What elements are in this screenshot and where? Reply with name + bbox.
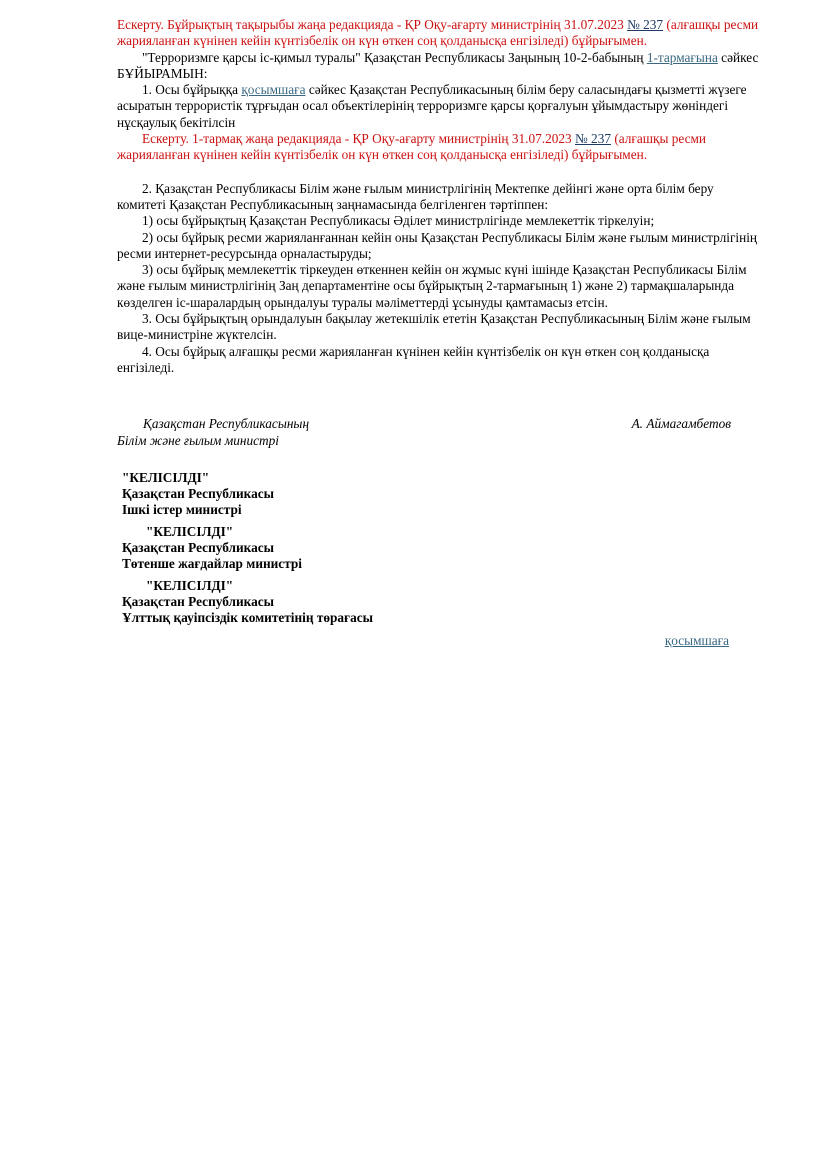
agreements-section xyxy=(117,470,761,627)
agreement-minister-line: Ұлттық қауіпсіздік комитетінің төрағасы xyxy=(122,610,374,626)
agreement-country-line: Қазақстан Республикасы xyxy=(122,540,275,556)
clause-2-subclause-2: 2) осы бұйрық ресми жарияланғаннан кейін оны Қазақстан Республикасы Білім және ғылым министрлігінің ресми интернет-ресурсында орналастыруды; xyxy=(117,229,758,261)
agreement-block-interior-ministry xyxy=(117,470,761,519)
agreement-label: "КЕЛІСІЛДІ" xyxy=(122,469,210,485)
agreement-minister-line: Ішкі істер министрі xyxy=(122,502,242,518)
clause-2-subclause-3: 3) осы бұйрық мемлекеттік тіркеуден өткеннен кейін он жұмыс күні ішінде Қазақстан Республикасы Білім және ғылым министрлігінің Заң департаментіне осы бұйрықтың 2-тармағының 1) және 2) тармақшаларында көзделген іс-шаралардың орындалуы туралы мәліметтерді ұсынуды қамтамасыз етсін. xyxy=(117,262,747,310)
clause-1-paragraph xyxy=(117,82,761,131)
clause-1-amendment-note-text: Ескерту. 1-тармақ жаңа редакцияда - ҚР Оқу-ағарту министрінің 31.07.2023 xyxy=(142,131,576,147)
appendix-link[interactable]: қосымшаға xyxy=(664,632,729,648)
agreement-minister-line: Төтенше жағдайлар министрі xyxy=(122,556,302,572)
signatory-org-line-2: Білім және ғылым министрі xyxy=(117,432,279,448)
order-237-link-clause1[interactable]: № 237 xyxy=(575,131,611,147)
clause-3-paragraph: 3. Осы бұйрықтың орындалуын бақылау жетекшілік ететін Қазақстан Республикасының Білім және ғылым вице-министріне жүктелсін. xyxy=(117,311,751,343)
law-article-10-2-link[interactable]: 1-тармағына xyxy=(646,49,718,65)
agreement-label: "КЕЛІСІЛДІ" xyxy=(146,523,234,539)
agreement-block-emergency-ministry xyxy=(117,524,761,573)
preamble-text-post: сәйкес БҰЙЫРАМЫН: xyxy=(117,49,759,81)
preamble-text: "Терроризмге қарсы іс-қимыл туралы" Қазақстан Республикасы Заңының 10-2-бабының xyxy=(142,49,647,65)
agreement-label: "КЕЛІСІЛДІ" xyxy=(146,577,234,593)
clause-4-paragraph: 4. Осы бұйрық алғашқы ресми жарияланған күнінен кейін күнтізбелік он күн өткен соң қолданысқа енгізіледі. xyxy=(117,343,710,375)
preamble-paragraph xyxy=(117,50,761,83)
clause-1-text-post: сәйкес Қазақстан Республикасының білім беру саласындағы қызметті жүзеге асыратын террористік тұрғыдан осал объектілерінің терроризмге қарсы қорғалуын ұйымдастыру жөніндегі нұсқаулық бекітілсін xyxy=(117,82,747,130)
clause-2-subclause-1: 1) осы бұйрықтың Қазақстан Республикасы Әділет министрлігінде мемлекеттік тіркелуін; xyxy=(142,213,655,229)
clause-2-paragraph: 2. Қазақстан Республикасы Білім және ғылым министрлігінің Мектепке дейінгі және орта білім беру комитеті Қазақстан Республикасының заңнамасында белгіленген тәртіппен: xyxy=(117,180,714,212)
title-amendment-note-text-post: (алғашқы ресми жарияланған күнінен кейін күнтізбелік он күн өткен соң қолданысқа енгізіледі) бұйрығымен. xyxy=(117,17,759,49)
appendix-inline-link[interactable]: қосымшаға xyxy=(241,82,306,98)
title-amendment-note xyxy=(117,17,761,50)
signature-block xyxy=(117,416,761,449)
agreement-country-line: Қазақстан Республикасы xyxy=(122,593,275,609)
agreement-country-line: Қазақстан Республикасы xyxy=(122,486,275,502)
agreement-block-national-security-committee xyxy=(117,578,761,627)
signatory-title xyxy=(117,416,309,449)
signatory-org-line-1: Қазақстан Республикасының xyxy=(143,416,310,432)
order-document-body xyxy=(117,17,761,649)
signatory-name: А. Аймагамбетов xyxy=(631,416,731,432)
title-amendment-note-text: Ескерту. Бұйрықтың тақырыбы жаңа редакцияда - ҚР Оқу-ағарту министрінің 31.07.2023 xyxy=(117,17,628,32)
appendix-link-row xyxy=(117,633,761,649)
order-237-link-title[interactable]: № 237 xyxy=(627,17,664,32)
clause-1-amendment-note-text-post: (алғашқы ресми жарияланған күнінен кейін күнтізбелік он күн өткен соң қолданысқа енгізіледі) бұйрығымен. xyxy=(117,131,707,163)
blank-line xyxy=(117,164,761,181)
clause-1-amendment-note xyxy=(117,131,761,164)
clause-1-text: 1. Осы бұйрыққа xyxy=(142,82,242,98)
